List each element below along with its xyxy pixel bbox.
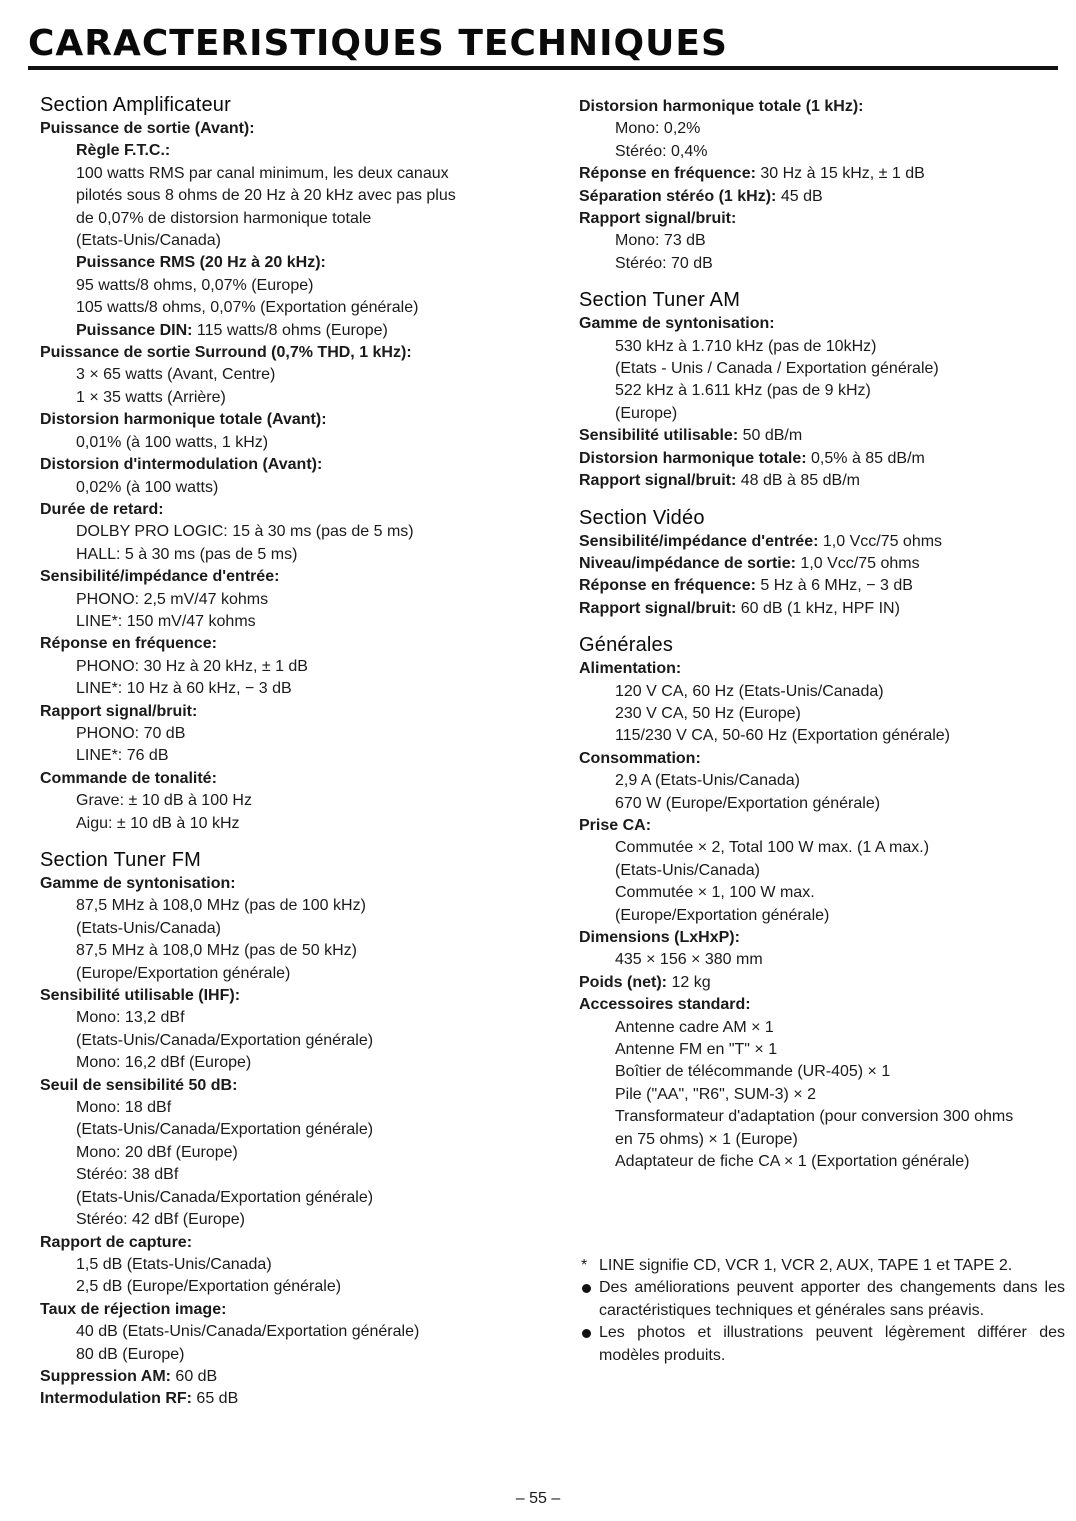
spec-value: 87,5 MHz à 108,0 MHz (pas de 100 kHz)	[76, 897, 366, 915]
spec-label: Distorsion harmonique totale (Avant):	[40, 411, 327, 429]
page-number: – 55 –	[515, 1490, 561, 1507]
section-heading-am-tuner: Section Tuner AM	[579, 289, 741, 312]
spec-row	[40, 1388, 540, 1410]
spec-value: LINE*: 10 Hz à 60 kHz, − 3 dB	[76, 680, 292, 698]
spec-row	[579, 425, 1074, 447]
page-title: CARACTERISTIQUES TECHNIQUES	[28, 23, 728, 64]
spec-label: Prise CA:	[579, 816, 652, 834]
spec-value: (Etats-Unis/Canada)	[76, 919, 221, 937]
spec-row	[579, 186, 1074, 208]
spec-label: Niveau/impédance de sortie:	[579, 554, 796, 572]
spec-label: Rapport signal/bruit:	[579, 599, 737, 617]
spec-value: Mono: 16,2 dBf (Europe)	[76, 1054, 252, 1072]
spec-value: DOLBY PRO LOGIC: 15 à 30 ms (pas de 5 ms)	[76, 523, 414, 541]
spec-label: Sensibilité/impédance d'entrée:	[40, 568, 280, 586]
spec-value: Pile ("AA", "R6", SUM-3) × 2	[615, 1085, 816, 1103]
spec-value: 0,01% (à 100 watts, 1 kHz)	[76, 433, 269, 451]
spec-label: Réponse en fréquence:	[579, 577, 756, 595]
spec-value: Antenne FM en "T" × 1	[615, 1041, 778, 1059]
spec-value: 65 dB	[191, 1390, 239, 1408]
spec-value: PHONO: 70 dB	[76, 724, 186, 742]
spec-value: Mono: 0,2%	[615, 120, 701, 138]
spec-value: Adaptateur de fiche CA × 1 (Exportation générale)	[615, 1153, 970, 1171]
spec-value: en 75 ohms) × 1 (Europe)	[615, 1130, 798, 1148]
spec-value: Stéréo: 70 dB	[615, 254, 713, 272]
spec-value: (Etats-Unis/Canada)	[76, 232, 221, 250]
spec-value: 1,0 Vcc/75 ohms	[818, 532, 943, 550]
spec-label: Intermodulation RF:	[40, 1390, 192, 1408]
spec-label: Rapport signal/bruit:	[579, 210, 737, 228]
spec-label: Accessoires standard:	[579, 996, 751, 1014]
left-column	[40, 92, 540, 1411]
spec-value: 5 Hz à 6 MHz, − 3 dB	[755, 577, 913, 595]
spec-value: 1,5 dB (Etats-Unis/Canada)	[76, 1255, 272, 1273]
spec-value: LINE*: 150 mV/47 kohms	[76, 612, 256, 630]
spec-label: Rapport de capture:	[40, 1233, 193, 1251]
footnote-text: Des améliorations peuvent apporter des changements dans les caractéristiques techniques et générales sans préavis.	[599, 1279, 1065, 1319]
spec-row	[579, 531, 1074, 553]
spec-value: PHONO: 30 Hz à 20 kHz, ± 1 dB	[76, 657, 308, 675]
spec-row	[579, 163, 1074, 185]
spec-value: 48 dB à 85 dB/m	[736, 472, 860, 490]
section-heading-general: Générales	[579, 634, 674, 657]
spec-value: Mono: 13,2 dBf	[76, 1009, 185, 1027]
spec-value: 40 dB (Etats-Unis/Canada/Exportation générale)	[76, 1323, 420, 1341]
spec-value: Grave: ± 10 dB à 100 Hz	[76, 792, 252, 810]
spec-value: (Europe/Exportation générale)	[76, 964, 291, 982]
spec-value: 115 watts/8 ohms (Europe)	[192, 321, 388, 339]
spec-value: 230 V CA, 50 Hz (Europe)	[615, 704, 801, 722]
spec-label: Consommation:	[579, 749, 701, 767]
spec-row	[40, 320, 540, 342]
spec-value: 100 watts RMS par canal minimum, les deux canaux	[76, 164, 449, 182]
spec-value: Stéréo: 42 dBf (Europe)	[76, 1211, 245, 1229]
spec-value: Transformateur d'adaptation (pour conversion 300 ohms	[615, 1108, 1014, 1126]
spec-value: (Etats-Unis/Canada/Exportation générale)	[76, 1121, 374, 1139]
spec-value: 60 dB	[170, 1367, 218, 1385]
spec-value: 30 Hz à 15 kHz, ± 1 dB	[755, 165, 925, 183]
spec-value: 0,02% (à 100 watts)	[76, 478, 219, 496]
spec-label: Distorsion harmonique totale:	[579, 449, 807, 467]
spec-label: Sensibilité utilisable (IHF):	[40, 987, 241, 1005]
spec-value: 12 kg	[667, 973, 711, 991]
spec-value: Mono: 73 dB	[615, 232, 706, 250]
spec-value: Aigu: ± 10 dB à 10 kHz	[76, 814, 240, 832]
spec-value: 670 W (Europe/Exportation générale)	[615, 794, 881, 812]
footnote-asterisk	[581, 1255, 1065, 1277]
spec-label: Durée de retard:	[40, 500, 164, 518]
spec-value: (Europe)	[615, 404, 678, 422]
spec-value: Antenne cadre AM × 1	[615, 1018, 774, 1036]
spec-value: Mono: 18 dBf	[76, 1099, 172, 1117]
spec-value: 105 watts/8 ohms, 0,07% (Exportation générale)	[76, 299, 419, 317]
spec-row	[40, 1366, 540, 1388]
spec-value: Mono: 20 dBf (Europe)	[76, 1143, 238, 1161]
spec-label: Dimensions (LxHxP):	[579, 929, 740, 946]
spec-value: 522 kHz à 1.611 kHz (pas de 9 kHz)	[615, 382, 871, 400]
spec-label: Rapport signal/bruit:	[40, 702, 198, 720]
spec-label: Réponse en fréquence:	[579, 165, 756, 183]
spec-value: Boîtier de télécommande (UR-405) × 1	[615, 1063, 891, 1081]
spec-label: Commande de tonalité:	[40, 769, 217, 787]
section-heading-fm-tuner: Section Tuner FM	[40, 849, 202, 871]
spec-label: Séparation stéréo (1 kHz):	[579, 187, 777, 205]
spec-value: LINE*: 76 dB	[76, 747, 169, 765]
spec-label: Seuil de sensibilité 50 dB:	[40, 1076, 238, 1094]
spec-value: HALL: 5 à 30 ms (pas de 5 ms)	[76, 545, 298, 563]
spec-value: 95 watts/8 ohms, 0,07% (Europe)	[76, 276, 314, 294]
spec-value: Commutée × 1, 100 W max.	[615, 884, 815, 902]
section-heading-amplifier: Section Amplificateur	[40, 94, 231, 116]
spec-value: (Etats-Unis/Canada/Exportation générale)	[76, 1031, 374, 1049]
spec-label: Puissance RMS (20 Hz à 20 kHz):	[76, 254, 326, 272]
spec-value: 120 V CA, 60 Hz (Etats-Unis/Canada)	[615, 682, 884, 700]
spec-value: Commutée × 2, Total 100 W max. (1 A max.)	[615, 839, 930, 857]
spec-value: 60 dB (1 kHz, HPF IN)	[736, 599, 900, 617]
spec-value: 1,0 Vcc/75 ohms	[795, 554, 920, 572]
spec-label: Réponse en fréquence:	[40, 635, 217, 653]
spec-value: 115/230 V CA, 50-60 Hz (Exportation générale)	[615, 727, 951, 745]
spec-value: de 0,07% de distorsion harmonique totale	[76, 209, 372, 227]
spec-label: Distorsion d'intermodulation (Avant):	[40, 456, 323, 474]
spec-label: Poids (net):	[579, 973, 667, 991]
spec-value: (Etats-Unis/Canada)	[615, 861, 760, 879]
footnote-bullet	[581, 1277, 1065, 1322]
spec-label: Sensibilité/impédance d'entrée:	[579, 532, 819, 550]
spec-row	[579, 598, 1074, 620]
spec-value: 2,9 A (Etats-Unis/Canada)	[615, 772, 800, 790]
footnote-bullet	[581, 1322, 1065, 1367]
spec-value: (Etats-Unis/Canada/Exportation générale)	[76, 1188, 374, 1206]
footnote-text: Les photos et illustrations peuvent légèrement différer des modèles produits.	[599, 1324, 1065, 1364]
spec-row	[579, 972, 1074, 994]
spec-label: Gamme de syntonisation:	[40, 875, 236, 892]
spec-label: Puissance de sortie (Avant):	[40, 120, 255, 137]
spec-label: Règle F.T.C.:	[76, 142, 171, 160]
spec-value: 45 dB	[776, 187, 823, 205]
spec-value: 80 dB (Europe)	[76, 1345, 185, 1363]
spec-value: 435 × 156 × 380 mm	[615, 951, 763, 969]
section-heading-video: Section Vidéo	[579, 506, 705, 529]
spec-row	[579, 553, 1074, 575]
spec-value: Stéréo: 38 dBf	[76, 1166, 179, 1184]
right-column	[579, 96, 1074, 1173]
spec-label: Gamme de syntonisation:	[579, 315, 775, 333]
spec-label: Puissance de sortie Surround (0,7% THD, 1 kHz):	[40, 344, 412, 362]
spec-label: Alimentation:	[579, 660, 682, 678]
bullet-icon	[582, 1284, 591, 1293]
footnote-text: LINE signifie CD, VCR 1, VCR 2, AUX, TAPE 1 et TAPE 2.	[599, 1257, 1013, 1274]
spec-value: (Etats - Unis / Canada / Exportation générale)	[615, 360, 939, 378]
spec-value: 0,5% à 85 dB/m	[806, 449, 925, 467]
spec-value: 2,5 dB (Europe/Exportation générale)	[76, 1278, 342, 1296]
spec-value: 87,5 MHz à 108,0 MHz (pas de 50 kHz)	[76, 942, 358, 960]
footnotes	[581, 1255, 1065, 1367]
spec-label: Taux de réjection image:	[40, 1300, 227, 1318]
spec-row	[579, 575, 1074, 597]
bullet-icon	[582, 1329, 591, 1338]
spec-value: 530 kHz à 1.710 kHz (pas de 10kHz)	[615, 337, 877, 355]
spec-row	[579, 448, 1074, 470]
asterisk-mark: *	[581, 1257, 588, 1274]
spec-row	[579, 470, 1074, 492]
spec-label: Distorsion harmonique totale (1 kHz):	[579, 98, 864, 115]
spec-value: Stéréo: 0,4%	[615, 142, 708, 160]
spec-value: (Europe/Exportation générale)	[615, 906, 830, 924]
spec-value: 50 dB/m	[738, 427, 803, 445]
spec-value: 1 × 35 watts (Arrière)	[76, 388, 226, 406]
title-rule	[28, 66, 1058, 70]
spec-value: pilotés sous 8 ohms de 20 Hz à 20 kHz avec pas plus	[76, 187, 456, 205]
spec-label: Rapport signal/bruit:	[579, 472, 737, 490]
spec-label: Suppression AM:	[40, 1367, 171, 1385]
spec-value: 3 × 65 watts (Avant, Centre)	[76, 366, 276, 384]
spec-value: PHONO: 2,5 mV/47 kohms	[76, 590, 269, 608]
spec-label: Puissance DIN:	[76, 321, 193, 339]
spec-label: Sensibilité utilisable:	[579, 427, 739, 445]
